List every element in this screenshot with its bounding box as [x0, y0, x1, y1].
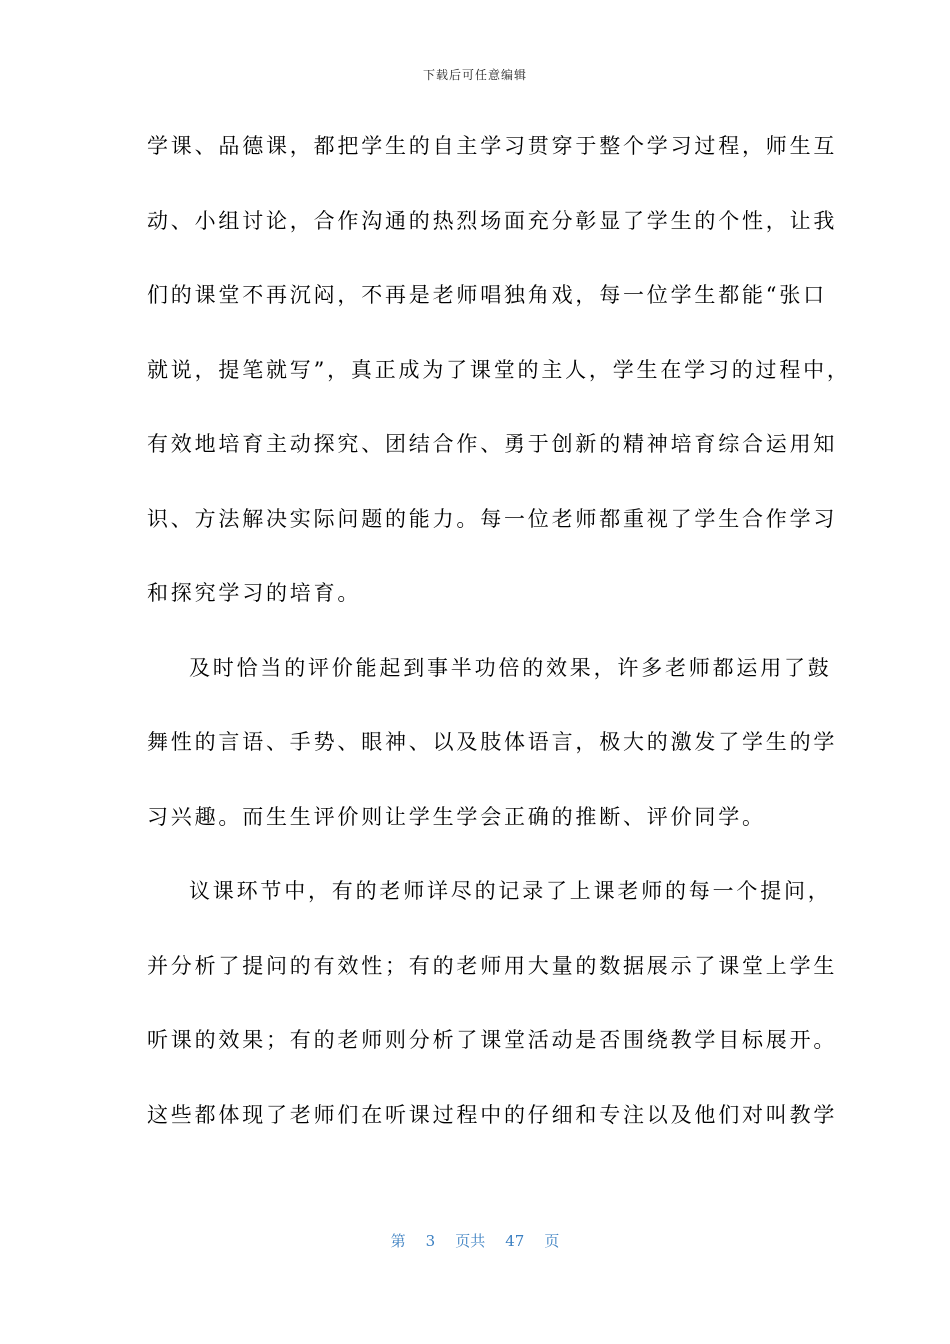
text-line: 并分析了提问的有效性；有的老师用大量的数据展示了课堂上学生 — [147, 953, 838, 978]
page-mid: 页共 — [455, 1232, 486, 1250]
page-prefix: 第 — [390, 1232, 406, 1250]
page-footer — [0, 1230, 950, 1251]
text-line: 舞性的言语、手势、眼神、以及肢体语言，极大的激发了学生的学 — [147, 730, 838, 754]
page-number: 3 — [425, 1232, 436, 1250]
paragraph-start-line: 及时恰当的评价能起到事半功倍的效果，许多老师都运用了鼓 — [189, 655, 832, 680]
text-line: 学课、品德课，都把学生的自主学习贯穿于整个学习过程，师生互 — [147, 134, 838, 158]
text-line: 听课的效果；有的老师则分析了课堂活动是否围绕教学目标展开。 — [147, 1028, 838, 1052]
page-suffix: 页 — [544, 1232, 560, 1250]
page-header: 下载后可任意编辑 — [422, 68, 527, 82]
total-pages: 47 — [505, 1232, 525, 1250]
text-line: 识、方法解决实际问题的能力。每一位老师都重视了学生合作学习 — [147, 506, 838, 531]
paragraph-start-line: 议课环节中，有的老师详尽的记录了上课老师的每一个提问， — [189, 879, 832, 903]
document-body — [147, 128, 851, 1171]
text-line: 就说，提笔就写”，真正成为了课堂的主人，学生在学习的过程中， — [147, 357, 851, 382]
text-line: 们的课堂不再沉闷，不再是老师唱独角戏，每一位学生都能“张口 — [147, 283, 827, 307]
text-line: 有效地培育主动探究、团结合作、勇于创新的精神培育综合运用知 — [147, 432, 838, 456]
text-line: 习兴趣。而生生评价则让学生学会正确的推断、评价同学。 — [147, 804, 766, 829]
text-line: 这些都体现了老师们在听课过程中的仔细和专注以及他们对叫教学 — [147, 1102, 838, 1127]
text-line: 动、小组讨论，合作沟通的热烈场面充分彰显了学生的个性，让我 — [147, 208, 838, 233]
text-line: 和探究学习的培育。 — [147, 581, 362, 605]
